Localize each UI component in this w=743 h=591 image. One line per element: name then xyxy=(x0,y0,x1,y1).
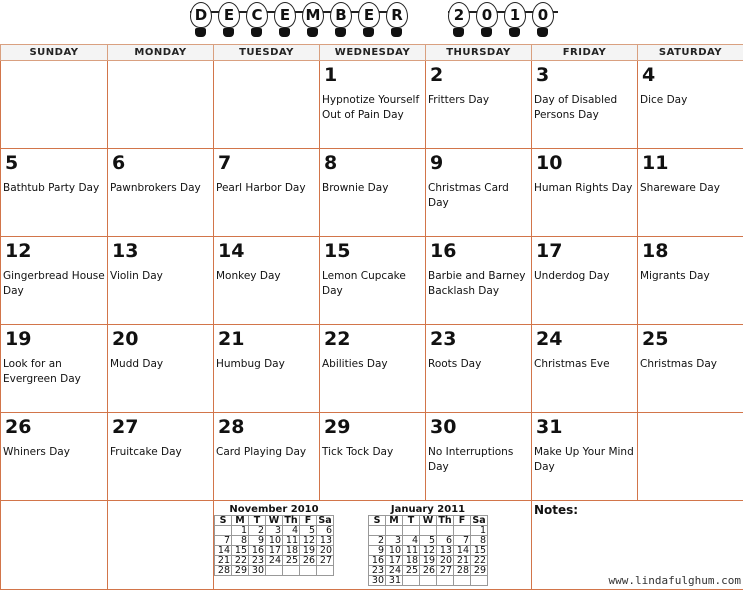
title-letter: E xyxy=(358,2,380,28)
mini-day: 1 xyxy=(232,526,249,536)
bulb-cap xyxy=(223,28,234,37)
bulb-cap xyxy=(453,28,464,37)
bulb-cap xyxy=(335,28,346,37)
title-letter: D xyxy=(190,2,212,28)
day-cell xyxy=(532,325,638,413)
mini-day: 7 xyxy=(454,536,471,546)
website-credit: www.lindafulghum.com xyxy=(608,574,741,587)
day-number: 12 xyxy=(5,240,32,262)
day-event: Bathtub Party Day xyxy=(3,182,100,194)
day-cell xyxy=(426,61,532,149)
day-event: Lemon Cupcake Day xyxy=(322,270,406,297)
day-event: Violin Day xyxy=(110,270,163,282)
day-cell xyxy=(532,61,638,149)
day-number: 1 xyxy=(324,64,338,86)
mini-day: 19 xyxy=(300,546,317,556)
mini-day: 6 xyxy=(317,526,334,536)
mini-weekday: M xyxy=(386,516,403,526)
title-letter: M xyxy=(302,2,324,28)
day-cell xyxy=(532,237,638,325)
title-letter: 0 xyxy=(476,2,498,28)
day-event: Whiners Day xyxy=(3,446,70,458)
mini-day xyxy=(403,526,420,536)
title-letter: E xyxy=(218,2,240,28)
mini-day: 30 xyxy=(249,566,266,576)
day-event: Humbug Day xyxy=(216,358,285,370)
day-cell xyxy=(214,149,320,237)
weekday-header-row xyxy=(1,45,743,61)
bulb-cap xyxy=(307,28,318,37)
mini-day: 2 xyxy=(369,536,386,546)
day-event: Christmas Day xyxy=(640,358,718,370)
day-cell xyxy=(1,325,108,413)
week-row xyxy=(1,61,743,149)
mini-day: 20 xyxy=(317,546,334,556)
day-cell xyxy=(638,325,743,413)
mini-day: 13 xyxy=(437,546,454,556)
day-cell xyxy=(320,413,426,501)
mini-day: 15 xyxy=(471,546,488,556)
mini-day: 2 xyxy=(249,526,266,536)
day-cell xyxy=(214,413,320,501)
mini-day: 16 xyxy=(369,556,386,566)
day-number: 10 xyxy=(536,152,563,174)
mini-day xyxy=(386,526,403,536)
day-number: 4 xyxy=(642,64,656,86)
light-bulb-icon xyxy=(386,2,408,32)
mini-weekday: S xyxy=(369,516,386,526)
light-bulb-icon xyxy=(302,2,324,32)
day-number: 8 xyxy=(324,152,338,174)
mini-day: 16 xyxy=(249,546,266,556)
mini-day xyxy=(403,576,420,586)
title-letter: 0 xyxy=(532,2,554,28)
day-cell xyxy=(108,149,214,237)
bulb-cap xyxy=(509,28,520,37)
bulb-cap xyxy=(537,28,548,37)
week-row xyxy=(1,237,743,325)
day-event: Human Rights Day xyxy=(534,182,633,194)
light-bulb-icon xyxy=(476,2,498,32)
mini-day xyxy=(369,526,386,536)
light-bulb-icon xyxy=(274,2,296,32)
day-number: 11 xyxy=(642,152,669,174)
day-event: Migrants Day xyxy=(640,270,710,282)
mini-day xyxy=(215,526,232,536)
mini-weekday: Sa xyxy=(318,515,332,526)
day-cell xyxy=(1,237,108,325)
mini-day: 24 xyxy=(386,566,403,576)
mini-weekday: F xyxy=(300,516,317,526)
day-cell xyxy=(638,61,743,149)
mini-day: 29 xyxy=(471,566,488,576)
mini-calendar-table xyxy=(368,515,488,586)
light-bulb-icon xyxy=(532,2,554,32)
day-number: 13 xyxy=(112,240,139,262)
day-number: 20 xyxy=(112,328,139,350)
day-cell xyxy=(214,237,320,325)
mini-day: 12 xyxy=(300,536,317,546)
mini-day: 15 xyxy=(232,546,249,556)
mini-day: 25 xyxy=(283,556,300,566)
mini-day: 11 xyxy=(403,546,420,556)
mini-day: 6 xyxy=(437,536,454,546)
bulb-cap xyxy=(195,28,206,37)
title-letter: 2 xyxy=(448,2,470,28)
mini-day: 3 xyxy=(386,536,403,546)
day-cell xyxy=(1,61,108,149)
mini-day: 8 xyxy=(471,536,488,546)
mini-day: 5 xyxy=(300,526,317,536)
day-number: 31 xyxy=(536,416,563,438)
mini-day: 20 xyxy=(437,556,454,566)
day-number: 9 xyxy=(430,152,444,174)
day-cell xyxy=(108,325,214,413)
day-event: No Interruptions Day xyxy=(428,446,514,473)
mini-day: 9 xyxy=(369,546,386,556)
day-number: 5 xyxy=(5,152,19,174)
mini-calendar-table xyxy=(214,515,334,576)
mini-weekday: W xyxy=(420,516,437,526)
day-event: Day of Disabled Persons Day xyxy=(534,94,618,121)
mini-weekday: T xyxy=(403,516,420,526)
day-number: 3 xyxy=(536,64,550,86)
mini-day: 12 xyxy=(420,546,437,556)
day-cell xyxy=(320,325,426,413)
mini-day: 31 xyxy=(386,576,403,586)
mini-weekday: T xyxy=(249,516,266,526)
mini-weekday: Th xyxy=(284,515,298,526)
weekday-header: THURSDAY xyxy=(426,45,532,61)
day-cell xyxy=(638,149,743,237)
mini-weekday: W xyxy=(266,516,283,526)
title-letter: B xyxy=(330,2,352,28)
day-cell xyxy=(214,325,320,413)
mini-weekday: Th xyxy=(438,515,452,526)
day-number: 28 xyxy=(218,416,245,438)
mini-day: 27 xyxy=(437,566,454,576)
weekday-header: SUNDAY xyxy=(1,45,108,61)
mini-day: 27 xyxy=(317,556,334,566)
mini-day: 14 xyxy=(215,546,232,556)
light-bulb-icon xyxy=(330,2,352,32)
mini-day: 4 xyxy=(283,526,300,536)
mini-day: 17 xyxy=(266,546,283,556)
mini-calendar-title: November 2010 xyxy=(229,504,319,515)
light-bulb-icon xyxy=(358,2,380,32)
mini-day: 23 xyxy=(369,566,386,576)
day-event: Mudd Day xyxy=(110,358,164,370)
light-bulb-icon xyxy=(448,2,470,32)
blank-cell xyxy=(108,501,214,590)
mini-day: 5 xyxy=(420,536,437,546)
title-letter: C xyxy=(246,2,268,28)
day-cell xyxy=(426,413,532,501)
day-number: 17 xyxy=(536,240,563,262)
day-cell xyxy=(426,149,532,237)
mini-day: 1 xyxy=(471,526,488,536)
day-event: Roots Day xyxy=(428,358,482,370)
day-event: Christmas Card Day xyxy=(428,182,509,209)
day-number: 15 xyxy=(324,240,351,262)
mini-calendar-next xyxy=(368,504,488,586)
day-event: Look for an Evergreen Day xyxy=(3,358,81,385)
day-number: 2 xyxy=(430,64,444,86)
mini-day: 11 xyxy=(283,536,300,546)
mini-day: 7 xyxy=(215,536,232,546)
mini-day: 23 xyxy=(249,556,266,566)
day-number: 27 xyxy=(112,416,139,438)
mini-day: 26 xyxy=(300,556,317,566)
mini-weekday: M xyxy=(232,516,249,526)
mini-day: 10 xyxy=(386,546,403,556)
day-event: Monkey Day xyxy=(216,270,281,282)
day-number: 24 xyxy=(536,328,563,350)
day-number: 30 xyxy=(430,416,457,438)
mini-day xyxy=(454,526,471,536)
mini-day: 19 xyxy=(420,556,437,566)
mini-calendar-title: January 2011 xyxy=(390,504,466,515)
day-cell xyxy=(214,61,320,149)
light-bulb-icon xyxy=(246,2,268,32)
week-row xyxy=(1,413,743,501)
day-event: Pawnbrokers Day xyxy=(110,182,201,194)
day-cell xyxy=(1,413,108,501)
day-event: Barbie and Barney Backlash Day xyxy=(428,270,526,297)
day-event: Underdog Day xyxy=(534,270,610,282)
day-number: 22 xyxy=(324,328,351,350)
day-cell xyxy=(426,325,532,413)
day-cell xyxy=(426,237,532,325)
title-letter: 1 xyxy=(504,2,526,28)
day-event: Card Playing Day xyxy=(216,446,307,458)
day-cell xyxy=(320,237,426,325)
mini-day: 28 xyxy=(454,566,471,576)
title-letter: R xyxy=(386,2,408,28)
mini-day: 28 xyxy=(215,566,232,576)
light-bulb-icon xyxy=(218,2,240,32)
mini-day xyxy=(437,576,454,586)
mini-day xyxy=(471,576,488,586)
day-event: Christmas Eve xyxy=(534,358,610,370)
day-number: 16 xyxy=(430,240,457,262)
bulb-cap xyxy=(391,28,402,37)
mini-day: 29 xyxy=(232,566,249,576)
day-event: Tick Tock Day xyxy=(322,446,394,458)
calendar-title xyxy=(0,0,743,44)
mini-day: 9 xyxy=(249,536,266,546)
mini-day: 3 xyxy=(266,526,283,536)
day-number: 26 xyxy=(5,416,32,438)
weekday-header: TUESDAY xyxy=(214,45,320,61)
day-cell xyxy=(320,149,426,237)
day-cell xyxy=(638,237,743,325)
mini-day xyxy=(420,576,437,586)
mini-day xyxy=(420,526,437,536)
mini-day: 18 xyxy=(403,556,420,566)
day-event: Make Up Your Mind Day xyxy=(534,446,634,473)
title-letter: E xyxy=(274,2,296,28)
mini-day xyxy=(437,526,454,536)
blank-cell xyxy=(1,501,108,590)
mini-weekday: Sa xyxy=(472,515,486,526)
notes-label: Notes: xyxy=(534,503,579,517)
day-cell xyxy=(638,413,743,501)
day-event: Dice Day xyxy=(640,94,688,106)
day-event: Shareware Day xyxy=(640,182,720,194)
mini-day: 21 xyxy=(454,556,471,566)
day-event: Hypnotize Yourself Out of Pain Day xyxy=(322,94,420,121)
day-number: 23 xyxy=(430,328,457,350)
day-event: Abilities Day xyxy=(322,358,388,370)
day-number: 21 xyxy=(218,328,245,350)
day-number: 19 xyxy=(5,328,32,350)
bulb-cap xyxy=(279,28,290,37)
mini-weekday: S xyxy=(215,516,232,526)
mini-day: 14 xyxy=(454,546,471,556)
weekday-header: WEDNESDAY xyxy=(320,45,426,61)
day-cell xyxy=(532,149,638,237)
mini-day xyxy=(283,566,300,576)
mini-day: 26 xyxy=(420,566,437,576)
mini-day xyxy=(454,576,471,586)
day-number: 14 xyxy=(218,240,245,262)
day-number: 25 xyxy=(642,328,669,350)
weekday-header: SATURDAY xyxy=(638,45,743,61)
day-number: 6 xyxy=(112,152,126,174)
light-bulb-icon xyxy=(190,2,212,32)
bulb-cap xyxy=(481,28,492,37)
day-cell xyxy=(320,61,426,149)
mini-day: 17 xyxy=(386,556,403,566)
mini-day: 22 xyxy=(232,556,249,566)
weekday-header: MONDAY xyxy=(108,45,214,61)
week-row xyxy=(1,149,743,237)
mini-day xyxy=(300,566,317,576)
mini-day: 25 xyxy=(403,566,420,576)
mini-day: 18 xyxy=(283,546,300,556)
mini-day: 10 xyxy=(266,536,283,546)
bulb-cap xyxy=(363,28,374,37)
day-cell xyxy=(108,237,214,325)
day-cell xyxy=(1,149,108,237)
mini-day: 13 xyxy=(317,536,334,546)
mini-day: 22 xyxy=(471,556,488,566)
mini-day: 8 xyxy=(232,536,249,546)
mini-day: 24 xyxy=(266,556,283,566)
weekday-header: FRIDAY xyxy=(532,45,638,61)
day-number: 7 xyxy=(218,152,232,174)
day-event: Pearl Harbor Day xyxy=(216,182,306,194)
day-number: 29 xyxy=(324,416,351,438)
day-event: Fritters Day xyxy=(428,94,490,106)
day-cell xyxy=(108,413,214,501)
mini-day: 4 xyxy=(403,536,420,546)
mini-day: 30 xyxy=(369,576,386,586)
day-event: Gingerbread House Day xyxy=(3,270,105,297)
day-event: Brownie Day xyxy=(322,182,389,194)
day-event: Fruitcake Day xyxy=(110,446,182,458)
day-number: 18 xyxy=(642,240,669,262)
mini-day xyxy=(266,566,283,576)
mini-calendar-previous xyxy=(214,504,334,576)
day-cell xyxy=(108,61,214,149)
light-bulb-icon xyxy=(504,2,526,32)
mini-weekday: F xyxy=(454,516,471,526)
week-row xyxy=(1,325,743,413)
bulb-cap xyxy=(251,28,262,37)
mini-day xyxy=(317,566,334,576)
day-cell xyxy=(532,413,638,501)
mini-day: 21 xyxy=(215,556,232,566)
